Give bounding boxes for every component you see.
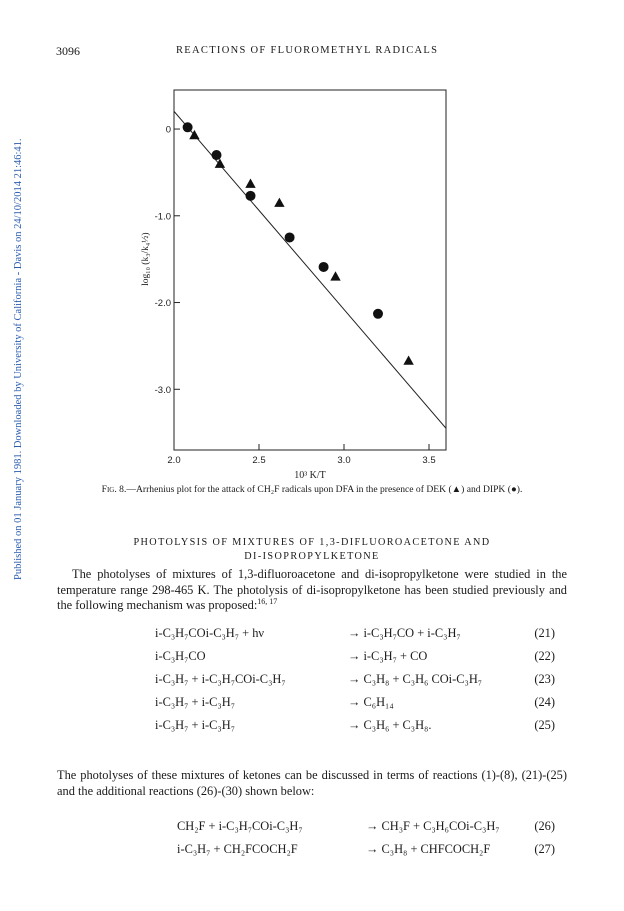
dipk-circle-point [373, 309, 383, 319]
y-tick-label: -3.0 [154, 384, 171, 396]
reaction-rhs: → C₃H₆ + C₃H₈. [348, 718, 432, 732]
publication-sidebar [6, 80, 24, 580]
x-tick-label: 3.5 [422, 455, 436, 466]
section-heading [60, 536, 564, 564]
plot-svg [100, 84, 480, 484]
dek-triangle-point [403, 355, 413, 364]
dipk-circle-point [212, 150, 222, 160]
dipk-circle-point [285, 232, 295, 242]
reaction-number: (22) [534, 649, 555, 663]
reaction-rhs: → C₃H₈ + C₃H₆ COi-C₃H₇ [348, 672, 483, 686]
publication-note[interactable]: Published on 01 January 1981. Downloaded by University of California - Davis on 24/10/2014 21:46:41. [13, 138, 24, 580]
running-title: REACTIONS OF FLUOROMETHYL RADICALS [176, 45, 439, 56]
y-tick-label: -2.0 [154, 298, 171, 310]
dek-triangle-point [274, 198, 284, 207]
reaction-lhs: i-C₃H₇ + i-C₃H₇COi-C₃H₇ [155, 672, 286, 686]
reaction-row [0, 695, 624, 715]
reaction-lhs: i-C₃H₇ + i-C₃H₇ [155, 718, 236, 732]
x-tick-label: 3.0 [337, 455, 351, 466]
reaction-lhs: i-C₃H₇ + CH₂FCOCH₂F [177, 842, 298, 856]
reaction-row [0, 718, 624, 738]
reaction-number: (26) [534, 819, 555, 833]
page-header [56, 44, 568, 60]
dipk-circle-point [183, 122, 193, 132]
dek-triangle-point [330, 271, 340, 280]
reaction-lhs: i-C₃H₇CO [155, 649, 206, 663]
reaction-row [0, 626, 624, 646]
reaction-rhs: → CH₃F + C₃H₆COi-C₃H₇ [366, 819, 500, 833]
arrhenius-plot [100, 84, 480, 489]
dek-triangle-point [245, 178, 255, 187]
paragraph-discussion: The photolyses of these mixtures of ketones can be discussed in terms of reactions (1)-(8), (21)-(25) and the additional reactions (26)-(30) shown below: [57, 768, 567, 798]
reaction-number: (25) [534, 718, 555, 732]
figure-label: Fig. 8. [101, 484, 127, 495]
section-heading-line1: PHOTOLYSIS OF MIXTURES OF 1,3-DIFLUOROACETONE AND [133, 537, 491, 548]
reaction-lhs: CH₂F + i-C₃H₇COi-C₃H₇ [177, 819, 303, 833]
figure-caption-text: —Arrhenius plot for the attack of CH₂F radicals upon DFA in the presence of DEK (▲) and DIPK (●). [126, 484, 523, 495]
reaction-lhs: i-C₃H₇COi-C₃H₇ + hν [155, 626, 265, 640]
reaction-number: (21) [534, 626, 555, 640]
reaction-row [0, 819, 624, 839]
dipk-circle-point [246, 191, 256, 201]
reaction-rhs: → C₃H₈ + CHFCOCH₂F [366, 842, 491, 856]
page-number: 3096 [56, 44, 80, 58]
reaction-number: (24) [534, 695, 555, 709]
x-axis-label: 10³ K/T [294, 470, 326, 481]
reaction-rhs: → i-C₃H₇ + CO [348, 649, 428, 663]
reaction-rhs: → i-C₃H₇CO + i-C₃H₇ [348, 626, 461, 640]
paragraph-intro [57, 567, 567, 614]
x-tick-label: 2.0 [167, 455, 181, 466]
reaction-lhs: i-C₃H₇ + i-C₃H₇ [155, 695, 236, 709]
dipk-circle-point [319, 262, 329, 272]
paragraph-intro-text: The photolyses of mixtures of 1,3-difluoroacetone and di-isopropylketone were studied in the temperature range 298-465 K. The photolysis of di-isopropylketone has been studied previously and the following mechanism was proposed: [57, 567, 567, 612]
reaction-number: (23) [534, 672, 555, 686]
reaction-row [0, 649, 624, 669]
reaction-row [0, 842, 624, 862]
y-axis-label: log₁₀ (k₃/k₄½) [141, 232, 151, 286]
figure-caption [72, 484, 552, 496]
y-tick-label: 0 [165, 124, 171, 136]
reaction-number: (27) [534, 842, 555, 856]
y-tick-label: -1.0 [154, 211, 171, 223]
citation-refs: 16, 17 [257, 596, 278, 606]
x-tick-label: 2.5 [252, 455, 266, 466]
reaction-row [0, 672, 624, 692]
reaction-rhs: → C₆H₁₄ [348, 695, 394, 709]
section-heading-line2: DI-ISOPROPYLKETONE [244, 551, 380, 562]
